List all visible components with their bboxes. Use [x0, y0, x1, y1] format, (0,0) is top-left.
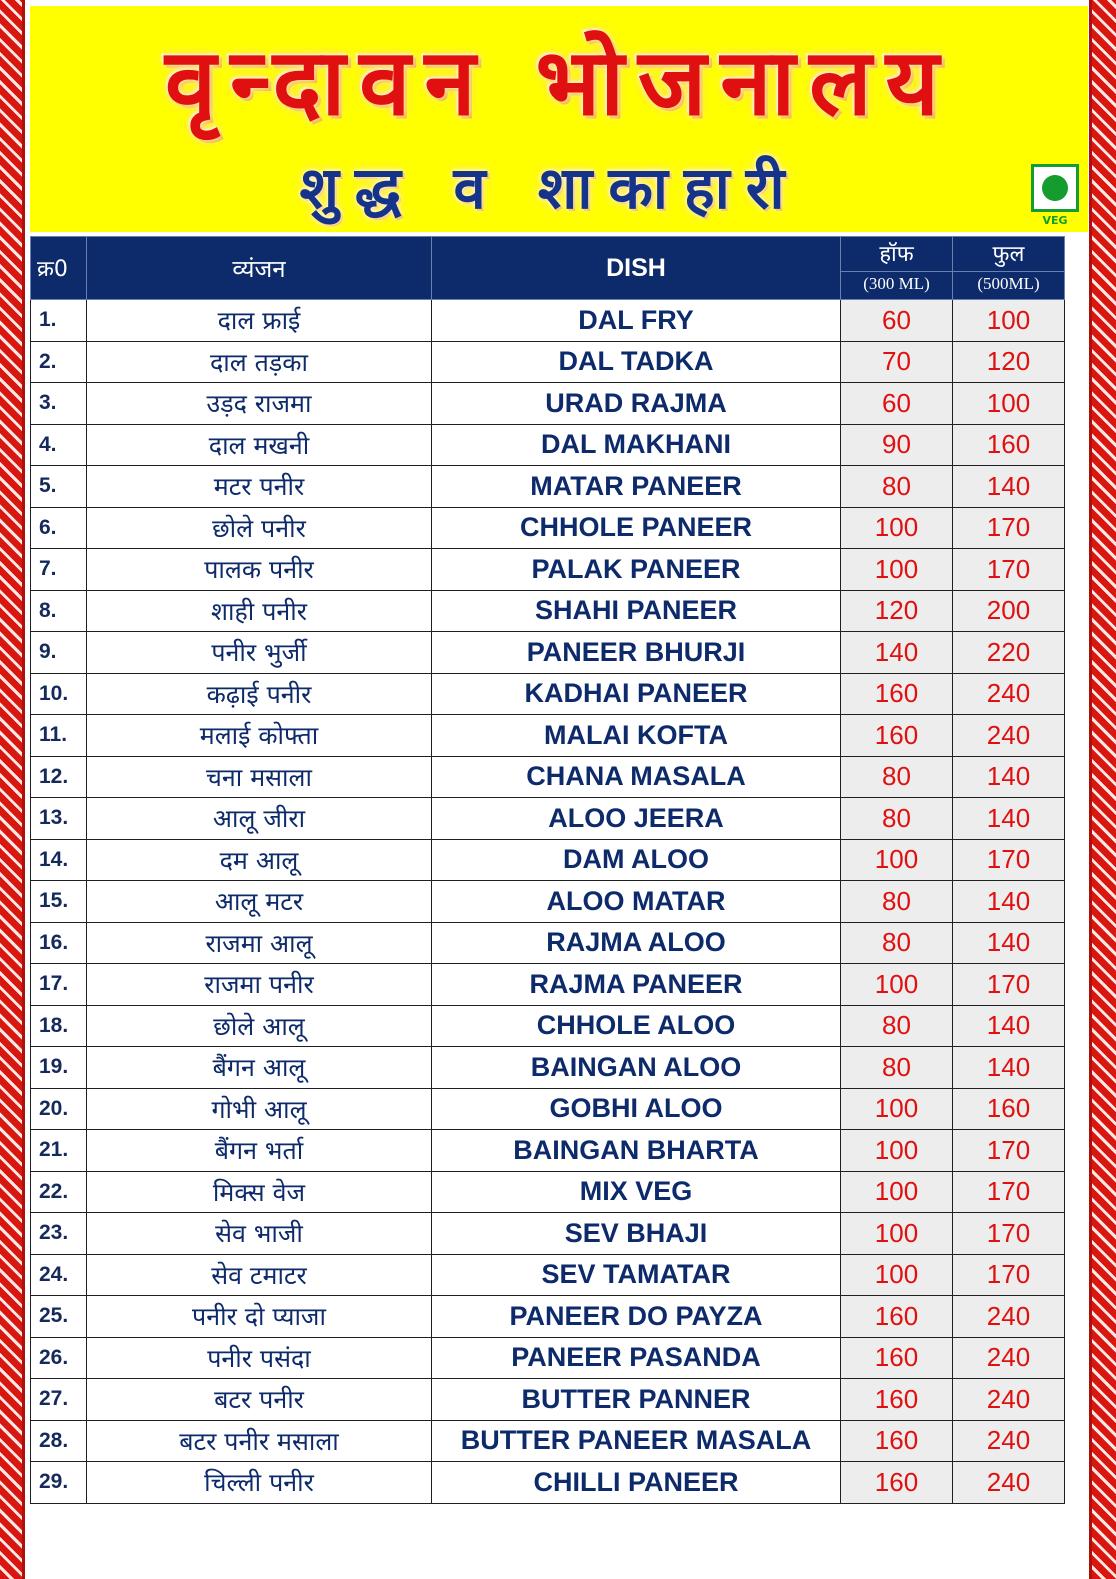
row-english-dish: URAD RAJMA: [432, 383, 841, 425]
row-full-price: 140: [953, 798, 1065, 840]
row-half-price: 80: [841, 756, 953, 798]
row-english-dish: SHAHI PANEER: [432, 590, 841, 632]
row-hindi-dish: बटर पनीर मसाला: [87, 1420, 432, 1462]
row-english-dish: BUTTER PANNER: [432, 1379, 841, 1421]
table-row: [31, 964, 1065, 1006]
table-row: [31, 1254, 1065, 1296]
table-row: [31, 1130, 1065, 1172]
row-half-price: 80: [841, 1005, 953, 1047]
row-hindi-dish: छोले आलू: [87, 1005, 432, 1047]
right-rope-border: [1092, 0, 1116, 1579]
table-row: [31, 590, 1065, 632]
row-full-price: 240: [953, 715, 1065, 757]
row-hindi-dish: पनीर दो प्याजा: [87, 1296, 432, 1338]
row-half-price: 100: [841, 1088, 953, 1130]
row-english-dish: CHHOLE PANEER: [432, 507, 841, 549]
table-row: [31, 507, 1065, 549]
table-row: [31, 632, 1065, 674]
header-full-label: फुल: [992, 242, 1025, 268]
row-hindi-dish: राजमा आलू: [87, 922, 432, 964]
row-serial: 20.: [31, 1088, 87, 1130]
table-row: [31, 673, 1065, 715]
row-hindi-dish: सेव भाजी: [87, 1213, 432, 1255]
row-half-price: 100: [841, 1213, 953, 1255]
row-hindi-dish: बटर पनीर: [87, 1379, 432, 1421]
row-half-price: 100: [841, 1130, 953, 1172]
row-english-dish: PANEER BHURJI: [432, 632, 841, 674]
row-half-price: 160: [841, 1379, 953, 1421]
row-hindi-dish: सेव टमाटर: [87, 1254, 432, 1296]
header-half-label: हॉफ: [879, 242, 914, 268]
row-english-dish: SEV TAMATAR: [432, 1254, 841, 1296]
header-hindi-dish: व्यंजन: [87, 237, 432, 300]
row-english-dish: ALOO MATAR: [432, 881, 841, 923]
table-row: [31, 1213, 1065, 1255]
row-serial: 22.: [31, 1171, 87, 1213]
row-hindi-dish: गोभी आलू: [87, 1088, 432, 1130]
row-english-dish: MATAR PANEER: [432, 466, 841, 508]
left-rope-border: [0, 0, 22, 1579]
table-row: [31, 1379, 1065, 1421]
row-serial: 18.: [31, 1005, 87, 1047]
row-serial: 2.: [31, 341, 87, 383]
row-english-dish: ALOO JEERA: [432, 798, 841, 840]
header-half: [841, 237, 953, 300]
row-full-price: 140: [953, 756, 1065, 798]
row-half-price: 160: [841, 1462, 953, 1504]
row-full-price: 170: [953, 1254, 1065, 1296]
table-row: [31, 1462, 1065, 1504]
table-row: [31, 383, 1065, 425]
table-row: [31, 922, 1065, 964]
row-serial: 7.: [31, 549, 87, 591]
row-serial: 17.: [31, 964, 87, 1006]
row-serial: 9.: [31, 632, 87, 674]
row-english-dish: RAJMA PANEER: [432, 964, 841, 1006]
row-full-price: 170: [953, 549, 1065, 591]
row-hindi-dish: मलाई कोफ्ता: [87, 715, 432, 757]
header-half-volume: (300 ML): [841, 271, 952, 294]
header-english-dish: DISH: [432, 237, 841, 300]
row-english-dish: DAM ALOO: [432, 839, 841, 881]
row-serial: 16.: [31, 922, 87, 964]
table-row: [31, 300, 1065, 342]
right-border-line: [1089, 0, 1092, 1579]
row-serial: 10.: [31, 673, 87, 715]
restaurant-subtitle: शुद्ध व शाकाहारी: [299, 154, 801, 222]
row-english-dish: GOBHI ALOO: [432, 1088, 841, 1130]
row-half-price: 70: [841, 341, 953, 383]
veg-label: VEG: [1042, 214, 1068, 227]
row-full-price: 100: [953, 300, 1065, 342]
row-hindi-dish: पनीर पसंदा: [87, 1337, 432, 1379]
row-hindi-dish: उड़द राजमा: [87, 383, 432, 425]
row-serial: 15.: [31, 881, 87, 923]
row-full-price: 170: [953, 1130, 1065, 1172]
header-full: [953, 237, 1065, 300]
row-serial: 27.: [31, 1379, 87, 1421]
row-full-price: 100: [953, 383, 1065, 425]
row-full-price: 140: [953, 922, 1065, 964]
veg-badge: [1031, 164, 1079, 230]
row-english-dish: MIX VEG: [432, 1171, 841, 1213]
table-row: [31, 1337, 1065, 1379]
row-half-price: 80: [841, 922, 953, 964]
row-full-price: 170: [953, 1171, 1065, 1213]
row-half-price: 80: [841, 798, 953, 840]
row-english-dish: BAINGAN BHARTA: [432, 1130, 841, 1172]
header-banner: [30, 6, 1088, 232]
row-serial: 4.: [31, 424, 87, 466]
row-english-dish: KADHAI PANEER: [432, 673, 841, 715]
row-half-price: 60: [841, 383, 953, 425]
row-serial: 6.: [31, 507, 87, 549]
table-row: [31, 1088, 1065, 1130]
row-half-price: 120: [841, 590, 953, 632]
row-full-price: 140: [953, 1005, 1065, 1047]
row-full-price: 140: [953, 1047, 1065, 1089]
veg-dot-icon: [1042, 175, 1068, 201]
row-serial: 5.: [31, 466, 87, 508]
table-row: [31, 881, 1065, 923]
row-full-price: 170: [953, 839, 1065, 881]
row-half-price: 160: [841, 1296, 953, 1338]
row-half-price: 100: [841, 964, 953, 1006]
table-row: [31, 466, 1065, 508]
row-half-price: 160: [841, 673, 953, 715]
row-serial: 11.: [31, 715, 87, 757]
row-english-dish: CHILLI PANEER: [432, 1462, 841, 1504]
row-half-price: 100: [841, 1254, 953, 1296]
row-hindi-dish: बैंगन भर्ता: [87, 1130, 432, 1172]
row-half-price: 160: [841, 1420, 953, 1462]
table-row: [31, 1296, 1065, 1338]
row-full-price: 170: [953, 1213, 1065, 1255]
row-serial: 14.: [31, 839, 87, 881]
row-serial: 12.: [31, 756, 87, 798]
row-hindi-dish: चिल्ली पनीर: [87, 1462, 432, 1504]
table-row: [31, 424, 1065, 466]
row-serial: 13.: [31, 798, 87, 840]
row-hindi-dish: छोले पनीर: [87, 507, 432, 549]
row-hindi-dish: दाल तड़का: [87, 341, 432, 383]
row-half-price: 100: [841, 507, 953, 549]
row-full-price: 240: [953, 1379, 1065, 1421]
row-english-dish: RAJMA ALOO: [432, 922, 841, 964]
row-full-price: 170: [953, 507, 1065, 549]
table-row: [31, 798, 1065, 840]
row-english-dish: DAL FRY: [432, 300, 841, 342]
header-full-volume: (500ML): [953, 271, 1064, 294]
row-english-dish: PANEER DO PAYZA: [432, 1296, 841, 1338]
table-row: [31, 1005, 1065, 1047]
table-row: [31, 756, 1065, 798]
row-serial: 28.: [31, 1420, 87, 1462]
row-english-dish: DAL TADKA: [432, 341, 841, 383]
row-half-price: 80: [841, 881, 953, 923]
row-english-dish: CHANA MASALA: [432, 756, 841, 798]
row-half-price: 60: [841, 300, 953, 342]
row-serial: 1.: [31, 300, 87, 342]
row-full-price: 160: [953, 1088, 1065, 1130]
row-serial: 23.: [31, 1213, 87, 1255]
table-row: [31, 549, 1065, 591]
row-serial: 21.: [31, 1130, 87, 1172]
table-row: [31, 341, 1065, 383]
row-hindi-dish: मिक्स वेज: [87, 1171, 432, 1213]
row-serial: 3.: [31, 383, 87, 425]
row-hindi-dish: आलू मटर: [87, 881, 432, 923]
row-half-price: 90: [841, 424, 953, 466]
row-hindi-dish: शाही पनीर: [87, 590, 432, 632]
row-half-price: 100: [841, 1171, 953, 1213]
row-hindi-dish: चना मसाला: [87, 756, 432, 798]
row-full-price: 240: [953, 1462, 1065, 1504]
row-english-dish: MALAI KOFTA: [432, 715, 841, 757]
row-half-price: 160: [841, 715, 953, 757]
header-serial: क्र0: [31, 237, 87, 300]
row-full-price: 140: [953, 881, 1065, 923]
row-full-price: 120: [953, 341, 1065, 383]
row-serial: 26.: [31, 1337, 87, 1379]
menu-body: [31, 300, 1065, 1504]
row-english-dish: SEV BHAJI: [432, 1213, 841, 1255]
table-row: [31, 1171, 1065, 1213]
row-hindi-dish: कढ़ाई पनीर: [87, 673, 432, 715]
row-english-dish: PANEER PASANDA: [432, 1337, 841, 1379]
left-border-line: [22, 0, 25, 1579]
row-serial: 29.: [31, 1462, 87, 1504]
row-hindi-dish: दाल मखनी: [87, 424, 432, 466]
row-serial: 25.: [31, 1296, 87, 1338]
veg-symbol-icon: [1031, 164, 1079, 212]
row-hindi-dish: पालक पनीर: [87, 549, 432, 591]
row-hindi-dish: बैंगन आलू: [87, 1047, 432, 1089]
table-row: [31, 715, 1065, 757]
row-serial: 8.: [31, 590, 87, 632]
row-hindi-dish: पनीर भुर्जी: [87, 632, 432, 674]
table-row: [31, 1047, 1065, 1089]
row-half-price: 100: [841, 549, 953, 591]
table-row: [31, 839, 1065, 881]
row-english-dish: CHHOLE ALOO: [432, 1005, 841, 1047]
row-full-price: 140: [953, 466, 1065, 508]
row-hindi-dish: दम आलू: [87, 839, 432, 881]
row-serial: 19.: [31, 1047, 87, 1089]
row-half-price: 80: [841, 466, 953, 508]
row-half-price: 140: [841, 632, 953, 674]
row-full-price: 240: [953, 1296, 1065, 1338]
menu-table: [30, 236, 1065, 1504]
row-english-dish: PALAK PANEER: [432, 549, 841, 591]
row-full-price: 240: [953, 1337, 1065, 1379]
row-hindi-dish: आलू जीरा: [87, 798, 432, 840]
row-full-price: 170: [953, 964, 1065, 1006]
row-english-dish: DAL MAKHANI: [432, 424, 841, 466]
row-full-price: 220: [953, 632, 1065, 674]
table-header-row: [31, 237, 1065, 300]
row-english-dish: BAINGAN ALOO: [432, 1047, 841, 1089]
table-row: [31, 1420, 1065, 1462]
row-hindi-dish: मटर पनीर: [87, 466, 432, 508]
row-half-price: 80: [841, 1047, 953, 1089]
row-full-price: 240: [953, 1420, 1065, 1462]
row-full-price: 160: [953, 424, 1065, 466]
row-english-dish: BUTTER PANEER MASALA: [432, 1420, 841, 1462]
row-half-price: 160: [841, 1337, 953, 1379]
row-hindi-dish: राजमा पनीर: [87, 964, 432, 1006]
restaurant-title: वृन्दावन भोजनालय: [165, 29, 953, 136]
row-full-price: 200: [953, 590, 1065, 632]
row-hindi-dish: दाल फ्राई: [87, 300, 432, 342]
row-half-price: 100: [841, 839, 953, 881]
row-full-price: 240: [953, 673, 1065, 715]
row-serial: 24.: [31, 1254, 87, 1296]
